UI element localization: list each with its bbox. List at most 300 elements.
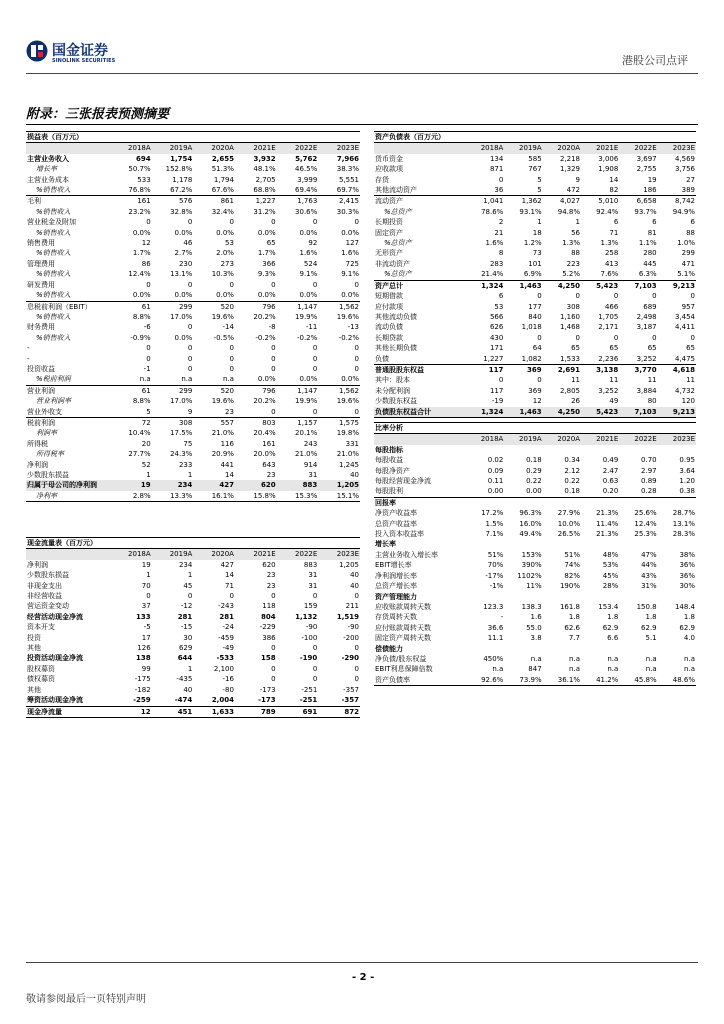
row-label: 资产总计 — [374, 280, 466, 291]
row-value: 0 — [354, 218, 359, 227]
row-value: 4,618 — [658, 364, 696, 375]
table-row — [26, 154, 360, 164]
row-value: 171 — [489, 344, 504, 353]
row-value: 159 — [303, 602, 318, 611]
row-value — [658, 539, 696, 549]
table-row — [374, 154, 696, 164]
row-value: 0 — [312, 354, 318, 363]
row-value: 0.0% — [216, 228, 234, 237]
row-value: 48% — [602, 550, 619, 559]
row-value: 177 — [528, 302, 542, 311]
row-value: 153% — [521, 550, 542, 559]
row-label: %销售收入 — [36, 270, 71, 279]
row-value: -459 — [218, 633, 234, 642]
row-value: 51.3% — [211, 165, 234, 174]
row-value: 0.0% — [216, 291, 234, 300]
row-value: 1,147 — [277, 301, 319, 312]
row-value: 243 — [303, 439, 318, 448]
row-value: 32.8% — [170, 207, 193, 216]
row-value — [619, 497, 657, 508]
row-value: 30% — [679, 582, 695, 591]
row-value: 0.0% — [132, 291, 151, 300]
row-value: 78.6% — [481, 207, 504, 216]
table-row — [26, 354, 360, 364]
row-value: 16.0% — [519, 519, 542, 528]
row-label: %销售收入 — [36, 333, 71, 342]
row-value: 6.6 — [607, 634, 619, 643]
table-row — [26, 449, 360, 459]
row-value — [543, 445, 581, 455]
row-value: 72 — [110, 417, 152, 428]
row-value: 0 — [537, 376, 542, 385]
row-value: -0.2% — [296, 333, 318, 342]
row-value: 47% — [641, 550, 657, 559]
row-value: -173 — [258, 696, 276, 705]
row-value: 0.95 — [679, 456, 695, 465]
row-label: 流动资产 — [374, 196, 466, 207]
row-label: 回报率 — [374, 497, 466, 508]
row-value: 0 — [229, 344, 234, 353]
row-value: -0.5% — [213, 333, 234, 342]
row-value: 62.6 — [564, 623, 580, 632]
row-value: 3,884 — [636, 386, 657, 395]
year-header: 2018A — [110, 549, 152, 560]
row-value: 299 — [152, 301, 194, 312]
row-value: 0 — [354, 354, 359, 363]
row-value: 71 — [225, 581, 234, 590]
table-row — [374, 633, 696, 643]
row-value: 0 — [537, 292, 542, 301]
table-row — [374, 497, 696, 508]
year-header-row — [26, 143, 360, 154]
row-label: 固定资产周转天数 — [375, 634, 431, 643]
row-value: 6 — [690, 218, 695, 227]
row-value: 120 — [681, 397, 695, 406]
row-value: 99 — [141, 664, 151, 673]
row-value: 0 — [271, 592, 276, 601]
row-value: 281 — [177, 612, 193, 621]
table-row — [26, 428, 360, 438]
row-label: 研发费用 — [27, 280, 55, 289]
row-value: -200 — [343, 633, 359, 642]
row-value: 1.1% — [638, 239, 657, 248]
cashflow-table — [26, 537, 360, 718]
table-row — [26, 343, 360, 353]
row-value: 133 — [136, 612, 151, 621]
row-value: 49.4% — [519, 530, 542, 539]
row-value: 24.3% — [170, 450, 193, 459]
row-value: -12 — [180, 602, 193, 611]
row-label: 非经营收益 — [27, 592, 62, 601]
row-value: -251 — [299, 696, 318, 705]
row-value: -182 — [134, 685, 151, 694]
table-row — [26, 612, 360, 622]
row-value: 1.0% — [677, 239, 695, 248]
table-row — [26, 374, 360, 385]
table-row — [26, 570, 360, 580]
row-value: 10.3% — [211, 270, 234, 279]
year-header-blank — [26, 143, 110, 154]
row-value: 1,519 — [336, 612, 359, 621]
row-value: 1.8 — [645, 613, 657, 622]
row-value: 0 — [690, 333, 695, 342]
row-value: 308 — [566, 302, 580, 311]
row-value: 101 — [528, 259, 542, 268]
row-label: 投入资本收益率 — [375, 530, 424, 539]
row-value — [619, 539, 657, 549]
row-label: 总资产收益率 — [375, 519, 417, 528]
row-value: 161 — [262, 439, 276, 448]
row-label: 负债 — [375, 354, 389, 363]
row-value: 0.0% — [174, 333, 193, 342]
row-value: 11 — [571, 376, 580, 385]
row-label: %销售收入 — [36, 228, 71, 237]
row-value: -474 — [174, 696, 193, 705]
sinolink-logo-icon — [26, 40, 48, 62]
row-value: 0.0% — [257, 291, 276, 300]
table-row — [26, 207, 360, 217]
row-value: 94.9% — [672, 207, 695, 216]
year-header: 2021E — [235, 143, 277, 154]
row-value: 11% — [526, 582, 542, 591]
row-value: 0 — [146, 592, 151, 601]
row-value: 5.2% — [562, 270, 580, 279]
row-value: 0.29 — [526, 466, 542, 475]
row-value: 796 — [235, 385, 277, 396]
row-value: 0 — [312, 644, 318, 653]
row-value: 0.22 — [564, 477, 580, 486]
row-value: 61 — [110, 385, 152, 396]
table-row — [374, 560, 696, 570]
row-value: -190 — [299, 654, 318, 663]
row-value: 23 — [266, 581, 276, 590]
row-value: 28% — [602, 582, 619, 591]
year-header: 2020A — [193, 143, 235, 154]
row-label: 非流动资产 — [375, 259, 410, 268]
table-row — [374, 486, 696, 497]
row-value: -13 — [347, 323, 359, 332]
row-value: 138.3 — [521, 602, 542, 611]
disclaimer-note: 敬请参阅最后一页特别声明 — [26, 994, 146, 1005]
row-value: 25.3% — [634, 530, 657, 539]
row-label: 营业利润 — [26, 385, 110, 396]
row-value: 7.6% — [600, 270, 619, 279]
row-label: 偿债能力 — [375, 644, 403, 653]
row-value: 11.4% — [596, 519, 619, 528]
row-value: 0 — [146, 354, 151, 363]
row-value: 1,160 — [559, 312, 580, 321]
row-value: 1.5% — [485, 519, 504, 528]
row-value: -357 — [343, 685, 359, 694]
table-row — [374, 164, 696, 174]
row-value: 2,805 — [559, 386, 580, 395]
table-row — [26, 396, 360, 406]
row-value: 17.2% — [481, 509, 504, 518]
row-label: 每股股利 — [375, 487, 403, 496]
row-value: 2,100 — [213, 664, 234, 673]
row-value: 117 — [466, 364, 504, 375]
table-row — [26, 591, 360, 601]
row-value: 2,705 — [255, 175, 276, 184]
year-header: 2020A — [543, 143, 581, 154]
year-header: 2019A — [152, 143, 194, 154]
footer-divider — [26, 962, 698, 963]
row-value: 36.1% — [543, 675, 581, 686]
row-value: 0.00 — [487, 487, 504, 496]
row-value — [581, 644, 619, 654]
row-value: n.a — [607, 654, 619, 663]
row-value: 1 — [187, 571, 193, 580]
brand-name-en: SINOLINK SECURITIES — [52, 58, 116, 64]
table-row — [374, 644, 696, 654]
table-row — [374, 581, 696, 591]
row-value: 524 — [303, 259, 318, 268]
year-header: 2023E — [318, 143, 360, 154]
row-label: 净利润 — [27, 560, 48, 569]
table-row — [374, 217, 696, 227]
row-value: 12 — [110, 706, 152, 717]
row-value: 0.0% — [341, 375, 359, 384]
row-value: 0 — [229, 364, 234, 373]
row-value: 3,770 — [619, 364, 657, 375]
table-row — [26, 280, 360, 290]
row-value: 283 — [489, 259, 504, 268]
row-label: 存货 — [375, 175, 389, 184]
table-row — [374, 592, 696, 602]
row-value: 0.0% — [132, 228, 151, 237]
row-label: 总资产增长率 — [375, 582, 417, 591]
row-value: 73 — [532, 249, 542, 258]
row-value: 0.0% — [299, 291, 318, 300]
row-value: 13.1% — [672, 519, 695, 528]
year-header: 2021E — [235, 549, 277, 560]
row-label: 非现金支出 — [27, 581, 62, 590]
table-row — [374, 354, 696, 365]
row-value: 31 — [308, 471, 318, 479]
row-value: 0 — [146, 280, 151, 289]
table-row — [26, 228, 360, 238]
row-value: 520 — [193, 385, 235, 396]
row-value: 48.1% — [253, 165, 276, 174]
row-value: -16 — [222, 675, 234, 684]
row-label: 少数股东损益 — [27, 571, 69, 580]
row-value: 725 — [345, 259, 359, 268]
row-value: 64 — [532, 344, 542, 353]
table-row — [26, 301, 360, 312]
row-label: 投资活动现金净流 — [27, 654, 83, 663]
row-value: 1,463 — [504, 280, 542, 291]
row-value: 223 — [566, 259, 580, 268]
row-value: 0.0% — [341, 228, 359, 237]
table-row — [374, 228, 696, 238]
row-label: 其他流动负债 — [375, 312, 417, 321]
row-value: 0 — [312, 280, 318, 289]
row-value: 9 — [575, 175, 580, 184]
row-value: 299 — [681, 249, 695, 258]
row-value: n.a — [684, 665, 695, 674]
row-label: 每股净资产 — [375, 466, 410, 475]
row-value: 0 — [146, 344, 151, 353]
row-value: -243 — [218, 602, 234, 611]
row-value: 0.70 — [641, 456, 657, 465]
row-value: 1,132 — [295, 612, 318, 621]
row-value: 0 — [187, 354, 193, 363]
row-value: -1 — [143, 364, 151, 373]
year-header-blank — [26, 549, 110, 560]
row-value: 5,423 — [581, 407, 619, 418]
table-row — [26, 196, 360, 207]
ratio-analysis-table — [374, 422, 696, 686]
row-value: 126 — [137, 644, 151, 653]
row-value: 258 — [604, 249, 619, 258]
row-label: 销售费用 — [27, 239, 55, 248]
row-value: 82 — [609, 186, 619, 195]
row-value: 11 — [647, 376, 657, 385]
row-value: 7,103 — [619, 407, 657, 418]
row-value: 0 — [498, 175, 504, 184]
row-value: 0 — [187, 280, 193, 289]
row-label: 经营活动现金净流 — [27, 612, 83, 621]
row-value: 0 — [271, 218, 276, 227]
row-value: 118 — [262, 602, 276, 611]
row-value: -24 — [222, 623, 234, 632]
row-value: 11 — [609, 376, 619, 385]
row-value: 46 — [183, 239, 193, 248]
row-value: 0 — [229, 592, 234, 601]
row-value: 427 — [220, 560, 234, 569]
row-value: 427 — [193, 480, 235, 490]
row-label: 毛利 — [26, 196, 110, 207]
row-value: 2,655 — [211, 154, 234, 163]
row-label: 其他 — [27, 644, 41, 653]
row-label: 未分配利润 — [375, 386, 410, 395]
row-value — [466, 497, 504, 508]
row-value: 19 — [110, 480, 152, 490]
row-value: 3,138 — [581, 364, 619, 375]
row-value: 0 — [354, 664, 359, 673]
row-value: 389 — [681, 186, 695, 195]
row-label: 税前利润 — [26, 417, 110, 428]
row-value: 620 — [262, 560, 276, 569]
row-value: 883 — [277, 480, 319, 490]
table-row — [26, 491, 360, 502]
row-value: 1,463 — [504, 407, 542, 418]
row-label: %销售收入 — [36, 186, 71, 195]
row-value: n.a — [684, 654, 695, 663]
row-value: 65 — [609, 344, 619, 353]
row-label: 净负债/股东权益 — [375, 654, 427, 663]
row-value: 230 — [178, 259, 193, 268]
table-row — [374, 302, 696, 312]
row-value: 629 — [178, 644, 193, 653]
row-value: 1 — [187, 471, 193, 479]
row-value: 19.6% — [336, 312, 359, 321]
row-value: 20.1% — [295, 429, 318, 438]
row-value: 2,755 — [636, 165, 657, 174]
row-value: 38% — [679, 550, 695, 559]
row-value: 1.6 — [530, 613, 542, 622]
row-value: 53 — [494, 302, 504, 311]
row-value: 73.9% — [504, 675, 542, 686]
row-value: 5.1 — [645, 634, 657, 643]
row-value: 0.49 — [602, 456, 619, 465]
row-value: 92.4% — [596, 207, 619, 216]
row-value: 5.1% — [677, 270, 695, 279]
row-value: 0.63 — [602, 477, 619, 486]
table-row — [374, 364, 696, 375]
row-value — [504, 644, 542, 654]
row-value: 88 — [686, 228, 695, 237]
row-value: 234 — [152, 480, 194, 490]
row-label: - — [27, 354, 30, 363]
row-value — [504, 539, 542, 549]
row-value: 369 — [528, 386, 542, 395]
row-label: 增长率 — [375, 540, 396, 549]
row-value: 1,575 — [318, 417, 360, 428]
row-value: 0 — [312, 675, 318, 684]
row-value: 557 — [193, 417, 235, 428]
row-value: 4,732 — [674, 386, 695, 395]
row-value: 45.8% — [619, 675, 657, 686]
row-value: 7.1% — [485, 530, 504, 539]
row-value: 2,415 — [318, 196, 360, 207]
row-label: 其中：股本 — [375, 376, 410, 385]
row-label: 营业外收支 — [27, 407, 62, 416]
row-value: 0 — [271, 354, 276, 363]
row-value: 694 — [136, 154, 151, 163]
year-header: 2018A — [110, 143, 152, 154]
row-value: 116 — [220, 439, 234, 448]
row-value: 1,533 — [559, 354, 580, 363]
row-value: 36.6 — [487, 623, 504, 632]
row-value: 18 — [532, 228, 542, 237]
row-value: 0 — [312, 407, 318, 416]
row-label: 长期投资 — [375, 218, 403, 227]
row-value: 3,756 — [674, 165, 695, 174]
row-value: 803 — [235, 417, 277, 428]
row-label: 归属于母公司的净利润 — [26, 480, 110, 490]
row-value — [466, 644, 504, 654]
row-value: n.a — [139, 375, 151, 384]
row-value: 1.6% — [485, 239, 504, 248]
row-label: 资产管理能力 — [375, 592, 417, 601]
row-value: 3,006 — [598, 154, 619, 163]
row-value: 74% — [564, 561, 580, 570]
row-value: 161 — [110, 196, 152, 207]
table-row — [26, 633, 360, 643]
row-value: -5 — [143, 623, 151, 632]
row-value: 1,147 — [277, 385, 319, 396]
table-row — [374, 375, 696, 385]
row-value: 1.3% — [562, 239, 580, 248]
table-row — [374, 571, 696, 581]
row-value: 471 — [681, 259, 695, 268]
row-value: 13.3% — [152, 491, 194, 502]
table-row — [374, 445, 696, 455]
row-value: 0 — [498, 376, 504, 385]
row-value: 0.0% — [299, 228, 318, 237]
row-value: 1,157 — [277, 417, 319, 428]
row-value: 44% — [641, 561, 657, 570]
row-value: 21.4% — [481, 270, 504, 279]
row-value: n.a — [492, 665, 504, 674]
row-value: - — [500, 613, 504, 622]
row-value: n.a — [645, 654, 657, 663]
row-value: 20 — [141, 439, 151, 448]
row-label: %税前利润 — [36, 375, 71, 384]
row-label: 无形资产 — [375, 249, 403, 258]
row-value: 23 — [266, 471, 276, 479]
